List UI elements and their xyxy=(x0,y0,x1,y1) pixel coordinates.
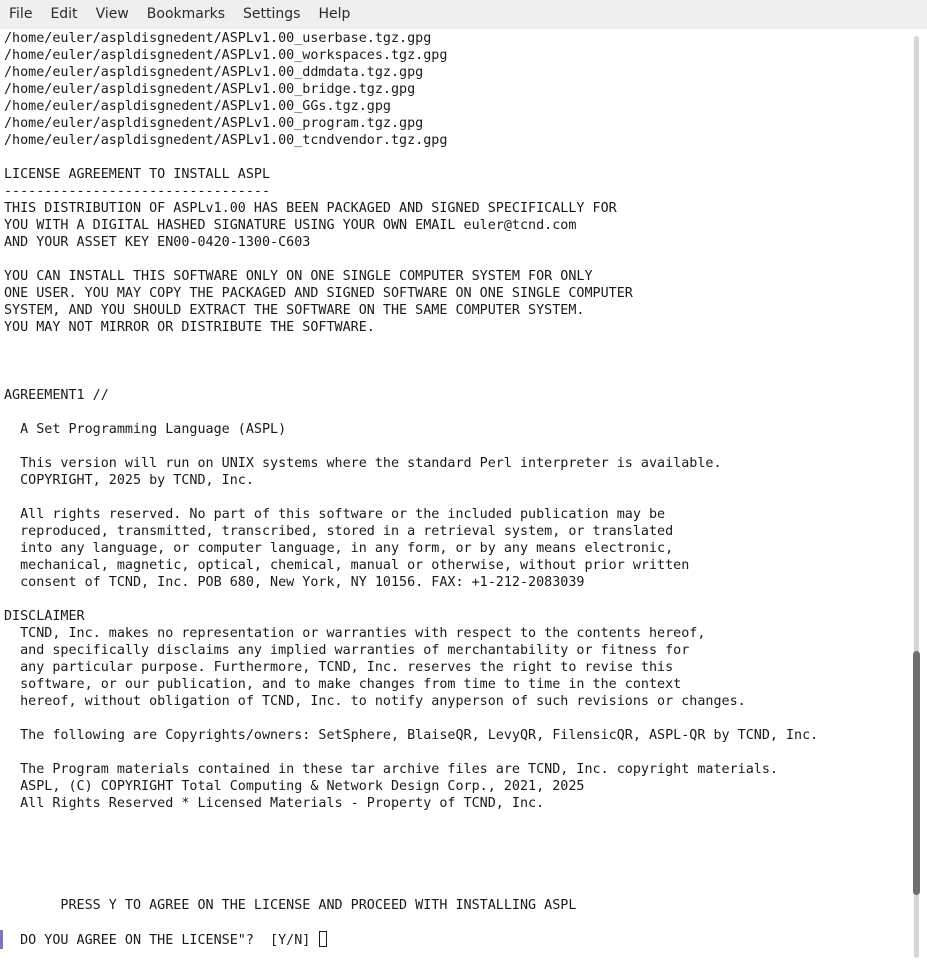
terminal-line: THIS DISTRIBUTION OF ASPLv1.00 HAS BEEN PACKAGED AND SIGNED SPECIFICALLY FOR xyxy=(4,201,617,216)
terminal-line: YOU MAY NOT MIRROR OR DISTRIBUTE THE SOFTWARE. xyxy=(4,320,375,335)
terminal-line: --------------------------------- xyxy=(4,184,271,199)
terminal-line: The following are Copyrights/owners: SetSphere, BlaiseQR, LevyQR, FilensicQR, ASPL-QR by TCND, Inc. xyxy=(4,728,819,743)
terminal-line: All rights reserved. No part of this software or the included publication may be xyxy=(4,507,666,522)
terminal-line: A Set Programming Language (ASPL) xyxy=(4,422,287,437)
terminal-output[interactable] xyxy=(0,29,906,965)
terminal-line: The Program materials contained in these tar archive files are TCND, Inc. copyright materials. xyxy=(4,762,778,777)
terminal-line: /home/euler/aspldisgnedent/ASPLv1.00_GGs.tgz.gpg xyxy=(4,99,391,114)
terminal-line: ASPL, (C) COPYRIGHT Total Computing & Network Design Corp., 2021, 2025 xyxy=(4,779,585,794)
terminal-line: SYSTEM, AND YOU SHOULD EXTRACT THE SOFTWARE ON THE SAME COMPUTER SYSTEM. xyxy=(4,303,585,318)
menu-bookmarks[interactable]: Bookmarks xyxy=(146,6,226,22)
terminal-line: PRESS Y TO AGREE ON THE LICENSE AND PROCEED WITH INSTALLING ASPL xyxy=(4,898,577,913)
menu-view[interactable]: View xyxy=(95,6,129,22)
terminal-line: /home/euler/aspldisgnedent/ASPLv1.00_bridge.tgz.gpg xyxy=(4,82,416,97)
menu-settings[interactable]: Settings xyxy=(243,6,301,22)
menubar xyxy=(0,0,927,29)
menu-help[interactable]: Help xyxy=(318,6,351,22)
terminal-line: consent of TCND, Inc. POB 680, New York, NY 10156. FAX: +1-212-2083039 xyxy=(4,575,585,590)
menu-edit[interactable]: Edit xyxy=(50,6,78,22)
terminal-line: /home/euler/aspldisgnedent/ASPLv1.00_ddmdata.tgz.gpg xyxy=(4,65,424,80)
terminal-line: COPYRIGHT, 2025 by TCND, Inc. xyxy=(4,473,254,488)
terminal-prompt: DO YOU AGREE ON THE LICENSE"? [Y/N] xyxy=(4,933,319,948)
terminal-line: YOU WITH A DIGITAL HASHED SIGNATURE USING YOUR OWN EMAIL euler@tcnd.com xyxy=(4,218,577,233)
terminal-line: AGREEMENT1 // xyxy=(4,388,109,403)
terminal-line: AND YOUR ASSET KEY EN00-0420-1300-C603 xyxy=(4,235,311,250)
terminal-line: reproduced, transmitted, transcribed, stored in a retrieval system, or translated xyxy=(4,524,674,539)
terminal-line: YOU CAN INSTALL THIS SOFTWARE ONLY ON ONE SINGLE COMPUTER SYSTEM FOR ONLY xyxy=(4,269,593,284)
terminal-line: /home/euler/aspldisgnedent/ASPLv1.00_workspaces.tgz.gpg xyxy=(4,48,448,63)
terminal-line: /home/euler/aspldisgnedent/ASPLv1.00_userbase.tgz.gpg xyxy=(4,31,432,46)
scrollbar-thumb[interactable] xyxy=(913,651,920,895)
terminal-prompt-line xyxy=(4,931,327,948)
terminal-line: hereof, without obligation of TCND, Inc. to notify anyperson of such revisions or changes. xyxy=(4,694,746,709)
terminal-line: TCND, Inc. makes no representation or warranties with respect to the contents hereof, xyxy=(4,626,706,641)
terminal-line: into any language, or computer language, in any form, or by any means electronic, xyxy=(4,541,674,556)
terminal-line: and specifically disclaims any implied warranties of merchantability or fitness for xyxy=(4,643,690,658)
terminal-line: software, or our publication, and to make changes from time to time in the context xyxy=(4,677,682,692)
prompt-marker xyxy=(0,930,3,949)
terminal-line: This version will run on UNIX systems where the standard Perl interpreter is available. xyxy=(4,456,722,471)
terminal-line: LICENSE AGREEMENT TO INSTALL ASPL xyxy=(4,167,271,182)
terminal-line: DISCLAIMER xyxy=(4,609,85,624)
terminal-line: any particular purpose. Furthermore, TCND, Inc. reserves the right to revise this xyxy=(4,660,674,675)
terminal-line: All Rights Reserved * Licensed Materials - Property of TCND, Inc. xyxy=(4,796,545,811)
terminal-line: /home/euler/aspldisgnedent/ASPLv1.00_program.tgz.gpg xyxy=(4,116,424,131)
terminal-line: mechanical, magnetic, optical, chemical, manual or otherwise, without prior written xyxy=(4,558,690,573)
terminal-line: ONE USER. YOU MAY COPY THE PACKAGED AND SIGNED SOFTWARE ON ONE SINGLE COMPUTER xyxy=(4,286,633,301)
terminal-line: /home/euler/aspldisgnedent/ASPLv1.00_tcndvendor.tgz.gpg xyxy=(4,133,448,148)
text-cursor[interactable] xyxy=(319,931,327,947)
menu-file[interactable]: File xyxy=(9,6,33,22)
